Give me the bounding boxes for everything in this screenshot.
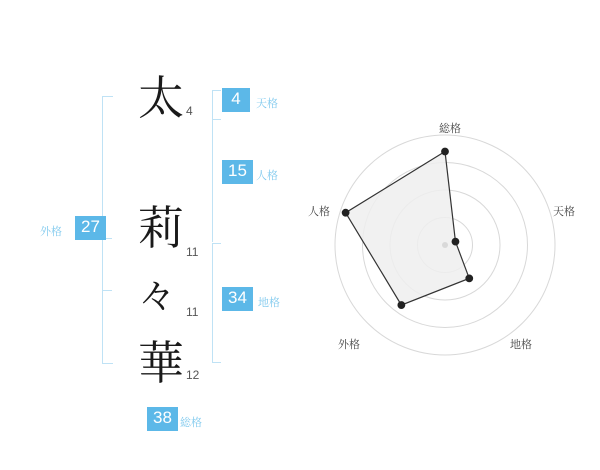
tenkaku-label: 天格: [256, 98, 278, 110]
radar-data-point-4: [398, 302, 405, 309]
stroke-count-1: 4: [186, 104, 193, 118]
name-character-3: 々: [138, 274, 177, 318]
axis-label-chikaku: 地格: [510, 339, 532, 351]
radar-center-dot: [442, 242, 448, 248]
soukaku-value: 38: [147, 407, 178, 431]
chikaku-label: 地格: [258, 297, 280, 309]
axis-label-gaikaku: 外格: [338, 339, 360, 351]
name-character-4: 華: [138, 336, 184, 390]
stroke-count-3: 11: [186, 305, 199, 319]
axis-label-jinkaku: 人格: [308, 206, 330, 218]
name-character-1: 太: [138, 71, 184, 125]
radar-data-polygon: [346, 152, 470, 306]
stroke-count-4: 12: [186, 368, 200, 382]
radar-data-point-2: [452, 238, 459, 245]
axis-label-soukaku: 総格: [439, 123, 461, 135]
tenkaku-bracket: [212, 90, 221, 120]
radar-data-point-5: [342, 209, 349, 216]
jinkaku-value: 15: [222, 160, 253, 184]
jinkaku-bracket: [212, 118, 221, 242]
gaikaku-bracket-tick-lower: [102, 290, 112, 291]
gaikaku-label: 外格: [40, 226, 62, 238]
radar-chart-svg: [310, 0, 600, 470]
chikaku-value: 34: [222, 287, 253, 311]
axis-label-tenkaku: 天格: [553, 206, 575, 218]
soukaku-label: 総格: [180, 417, 202, 429]
gaikaku-value: 27: [75, 216, 106, 240]
radar-data-point-3: [466, 275, 473, 282]
radar-data-point-1: [442, 148, 449, 155]
stroke-count-2: 11: [186, 245, 199, 259]
chikaku-bracket: [212, 243, 221, 363]
radar-chart: [310, 0, 600, 470]
jinkaku-label: 人格: [256, 170, 278, 182]
tenkaku-value: 4: [222, 88, 250, 112]
name-character-2: 莉: [138, 201, 184, 255]
